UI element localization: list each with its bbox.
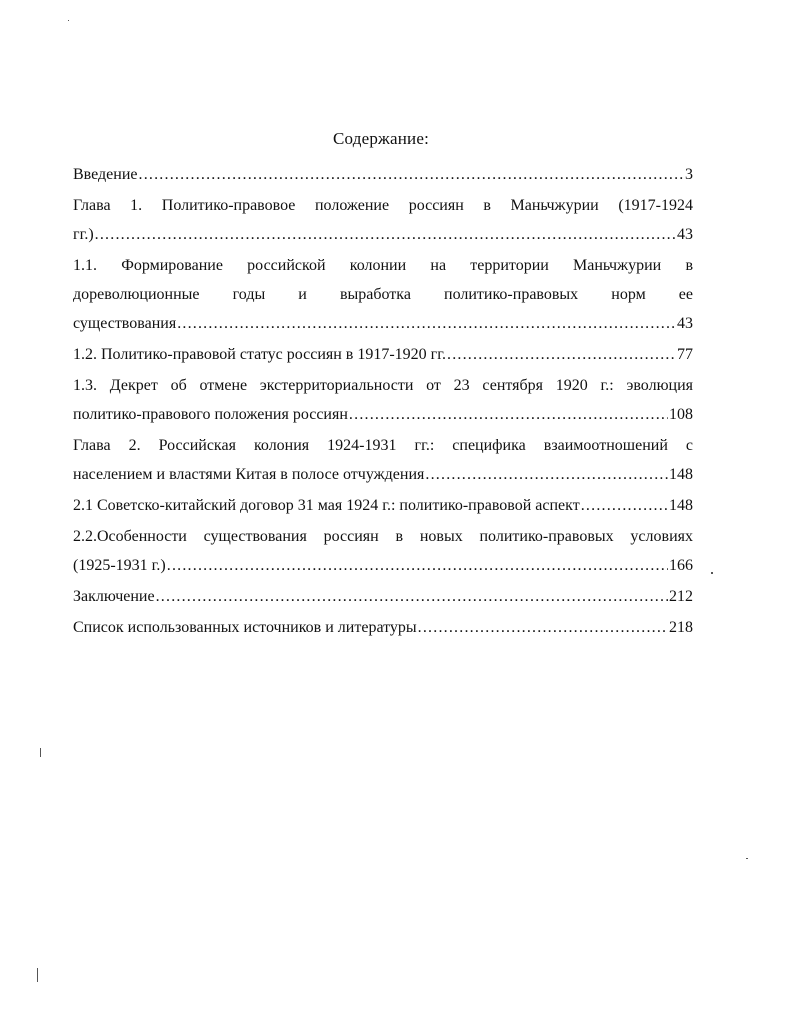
- toc-line: [73, 582, 693, 611]
- toc-line: [73, 613, 693, 642]
- dot-leader: [156, 582, 668, 611]
- toc-entry-title: Введение: [73, 166, 138, 183]
- toc-entry-conclusion: [73, 582, 693, 611]
- toc-line: [73, 551, 693, 580]
- toc-page-number: 108: [669, 406, 693, 423]
- scan-speck: [711, 572, 713, 574]
- toc-entry-section-1-2: [73, 340, 693, 369]
- toc-page-number: 148: [669, 497, 693, 514]
- toc-entry-introduction: [73, 160, 693, 189]
- toc-entry-title-line: Глава 2. Российская колония 1924-1931 гг.: специфика взаимоотношений с: [73, 437, 693, 454]
- dot-leader: [425, 460, 668, 489]
- toc-heading: Содержание:: [333, 129, 429, 148]
- table-of-contents: [73, 160, 693, 642]
- toc-page-number: 43: [677, 315, 693, 332]
- toc-page-number: 212: [669, 588, 693, 605]
- dot-leader: [167, 551, 668, 580]
- toc-page-number: 218: [669, 619, 693, 636]
- toc-entry-title-line: Глава 1. Политико-правовое положение россиян в Маньчжурии (1917-1924: [73, 197, 693, 214]
- toc-entry-title-line: 2.2.Особенности существования россиян в новых политико-правовых условиях: [73, 528, 693, 545]
- toc-page-number: 77: [677, 346, 693, 363]
- toc-entry-title: гг.): [73, 226, 94, 243]
- dot-leader: [177, 309, 676, 338]
- dot-leader: [447, 340, 676, 369]
- toc-line: [73, 309, 693, 338]
- toc-entry-title-line: 1.1. Формирование российской колонии на территории Маньчжурии в: [73, 257, 693, 274]
- toc-line: [73, 460, 693, 489]
- scan-speck: [40, 748, 41, 757]
- toc-entry-title-line: 1.3. Декрет об отмене экстерриториальности от 23 сентября 1920 г.: эволюция: [73, 377, 693, 394]
- toc-entry-section-1-1: [73, 251, 693, 338]
- toc-page-number: 3: [685, 166, 693, 183]
- toc-entry-title: существования: [73, 315, 177, 332]
- scan-speck: [746, 858, 748, 859]
- toc-line: [73, 220, 693, 249]
- toc-page-number: 148: [669, 466, 693, 483]
- toc-entry-title: 2.1 Советско-китайский договор 31 мая 1924 г.: политико-правовой аспект: [73, 497, 580, 514]
- toc-entry-section-1-3: [73, 371, 693, 429]
- toc-entry-title: 1.2. Политико-правовой статус россиян в 1917-1920 гг.: [73, 346, 446, 363]
- toc-entry-section-2-2: [73, 522, 693, 580]
- toc-line: [73, 340, 693, 369]
- toc-entry-title: политико-правового положения россиян: [73, 406, 348, 423]
- dot-leader: [349, 400, 668, 429]
- dot-leader: [139, 160, 685, 189]
- dot-leader: [95, 220, 676, 249]
- toc-line: [73, 160, 693, 189]
- toc-page-number: 166: [669, 557, 693, 574]
- toc-line: [73, 400, 693, 429]
- scan-speck: [68, 20, 69, 21]
- dot-leader: [581, 491, 668, 520]
- toc-entry-chapter-1: [73, 191, 693, 249]
- toc-page-number: 43: [677, 226, 693, 243]
- toc-entry-title: Заключение: [73, 588, 155, 605]
- toc-entry-title: населением и властями Китая в полосе отчуждения: [73, 466, 425, 483]
- toc-entry-title-line: дореволюционные годы и выработка политико-правовых норм ее: [73, 286, 693, 303]
- toc-entry-chapter-2: [73, 431, 693, 489]
- toc-entry-section-2-1: [73, 491, 693, 520]
- toc-entry-title: Список использованных источников и литературы: [73, 619, 417, 636]
- toc-entry-bibliography: [73, 613, 693, 642]
- dot-leader: [418, 613, 668, 642]
- scan-speck: [37, 968, 38, 982]
- toc-line: [73, 491, 693, 520]
- toc-entry-title: (1925-1931 г.): [73, 557, 166, 574]
